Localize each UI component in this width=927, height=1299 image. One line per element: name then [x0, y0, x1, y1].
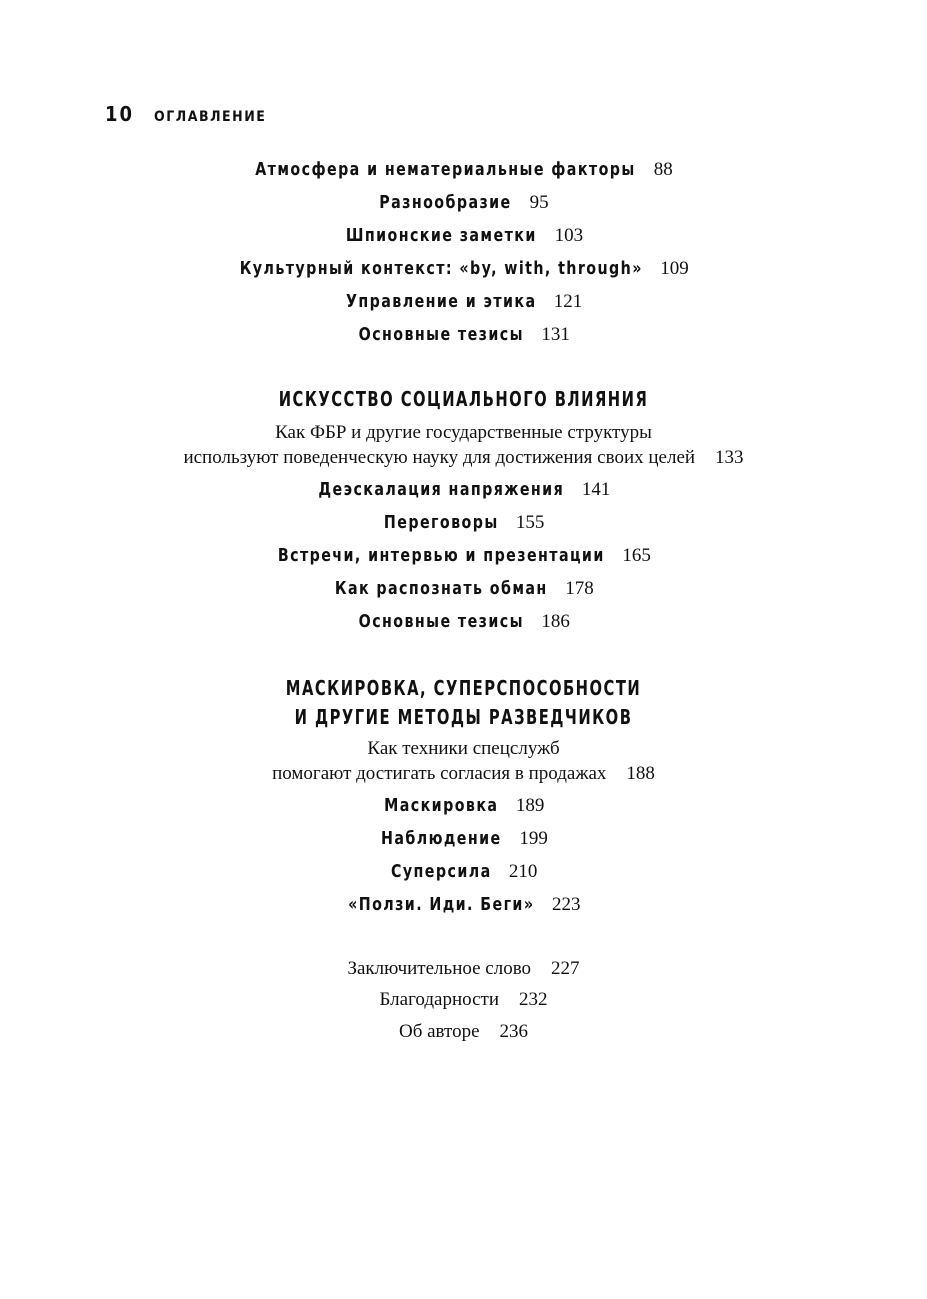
- toc-entry[interactable]: [56, 828, 872, 850]
- toc-entry[interactable]: [56, 479, 872, 501]
- toc-entry-title: Суперсила: [390, 861, 492, 882]
- part-subtitle-line[interactable]: [0, 447, 927, 469]
- toc-entry-title: Встречи, интервью и презентации: [277, 545, 605, 566]
- toc-entry-page: 121: [554, 291, 583, 312]
- part-title[interactable]: ИСКУССТВО СОЦИАЛЬНОГО ВЛИЯНИЯ: [278, 387, 649, 411]
- toc-entry-page: 103: [554, 225, 583, 246]
- toc-entry-page: 95: [529, 192, 549, 213]
- toc-entry-page: 178: [565, 578, 594, 599]
- toc-entry-title: Основные тезисы: [358, 324, 524, 345]
- toc-entry-page: 210: [509, 861, 538, 882]
- toc-entry-title: «Ползи. Иди. Беги»: [348, 894, 535, 915]
- part-subtitle-text: помогают достигать согласия в продажах: [272, 763, 607, 784]
- toc-entry-title: Управление и этика: [346, 291, 537, 312]
- toc-entry[interactable]: [56, 512, 872, 534]
- toc-entry[interactable]: [0, 989, 927, 1011]
- toc-entry[interactable]: [56, 545, 872, 567]
- toc-entry[interactable]: [56, 192, 872, 214]
- toc-entry-title: Маскировка: [384, 795, 499, 816]
- toc-entry[interactable]: [56, 159, 872, 181]
- toc-entry-page: 186: [541, 611, 571, 632]
- toc-entry-page: 227: [551, 958, 580, 979]
- part-title-line[interactable]: И ДРУГИЕ МЕТОДЫ РАЗВЕДЧИКОВ: [294, 705, 633, 729]
- toc-entry-page: 232: [519, 989, 548, 1010]
- toc-entry[interactable]: [56, 291, 872, 313]
- toc-entry[interactable]: [0, 958, 927, 980]
- toc-entry-title: Шпионские заметки: [345, 225, 537, 246]
- toc-entry-page: 236: [499, 1021, 529, 1042]
- toc-entry-page: 189: [516, 795, 545, 816]
- part-subtitle-page: 188: [626, 763, 655, 784]
- toc-entry[interactable]: [56, 894, 872, 916]
- toc-entry-page: 109: [660, 258, 689, 279]
- page-number: 10: [105, 102, 135, 126]
- toc-entry[interactable]: [56, 795, 872, 817]
- toc-entry-page: 199: [519, 828, 548, 849]
- part-title-line[interactable]: МАСКИРОВКА, СУПЕРСПОСОБНОСТИ: [285, 676, 642, 700]
- toc-entry-title: Заключительное слово: [347, 958, 532, 979]
- toc-entry-title: Об авторе: [398, 1021, 480, 1042]
- toc-entry-page: 223: [552, 894, 581, 915]
- toc-entry[interactable]: [56, 225, 872, 247]
- part-subtitle-page: 133: [715, 447, 744, 468]
- part-subtitle-line: Как техники спецслужб: [367, 738, 560, 759]
- toc-entry-title: Культурный контекст: «by, with, through»: [239, 258, 643, 279]
- toc-entry-title: Разнообразие: [379, 192, 512, 213]
- toc-entry-page: 88: [653, 159, 673, 180]
- toc-entry[interactable]: [56, 258, 872, 280]
- toc-entry-title: Переговоры: [383, 512, 499, 533]
- toc-entry-title: Атмосфера и нематериальные факторы: [255, 159, 636, 180]
- toc-entry[interactable]: [56, 324, 872, 346]
- toc-entry-title: Деэскалация напряжения: [318, 479, 565, 500]
- toc-entry-page: 141: [581, 479, 611, 500]
- running-head-title: ОГЛАВЛЕНИЕ: [154, 109, 267, 125]
- toc-entry[interactable]: [0, 1021, 927, 1043]
- toc-entry-title: Наблюдение: [381, 828, 502, 849]
- toc-entry-title: Основные тезисы: [358, 611, 524, 632]
- running-head: [105, 102, 266, 126]
- part-subtitle-line: Как ФБР и другие государственные структуры: [275, 422, 652, 443]
- toc-entry[interactable]: [56, 578, 872, 600]
- part-subtitle-text: используют поведенческую науку для достижения своих целей: [183, 447, 696, 468]
- toc-entry-page: 165: [622, 545, 651, 566]
- toc-entry-title: Как распознать обман: [334, 578, 548, 599]
- part-subtitle-line[interactable]: [0, 763, 927, 785]
- toc-entry[interactable]: [56, 611, 872, 633]
- toc-entry-page: 155: [516, 512, 545, 533]
- toc-entry-title: Благодарности: [379, 989, 499, 1010]
- toc-entry-page: 131: [541, 324, 571, 345]
- toc-entry[interactable]: [56, 861, 872, 883]
